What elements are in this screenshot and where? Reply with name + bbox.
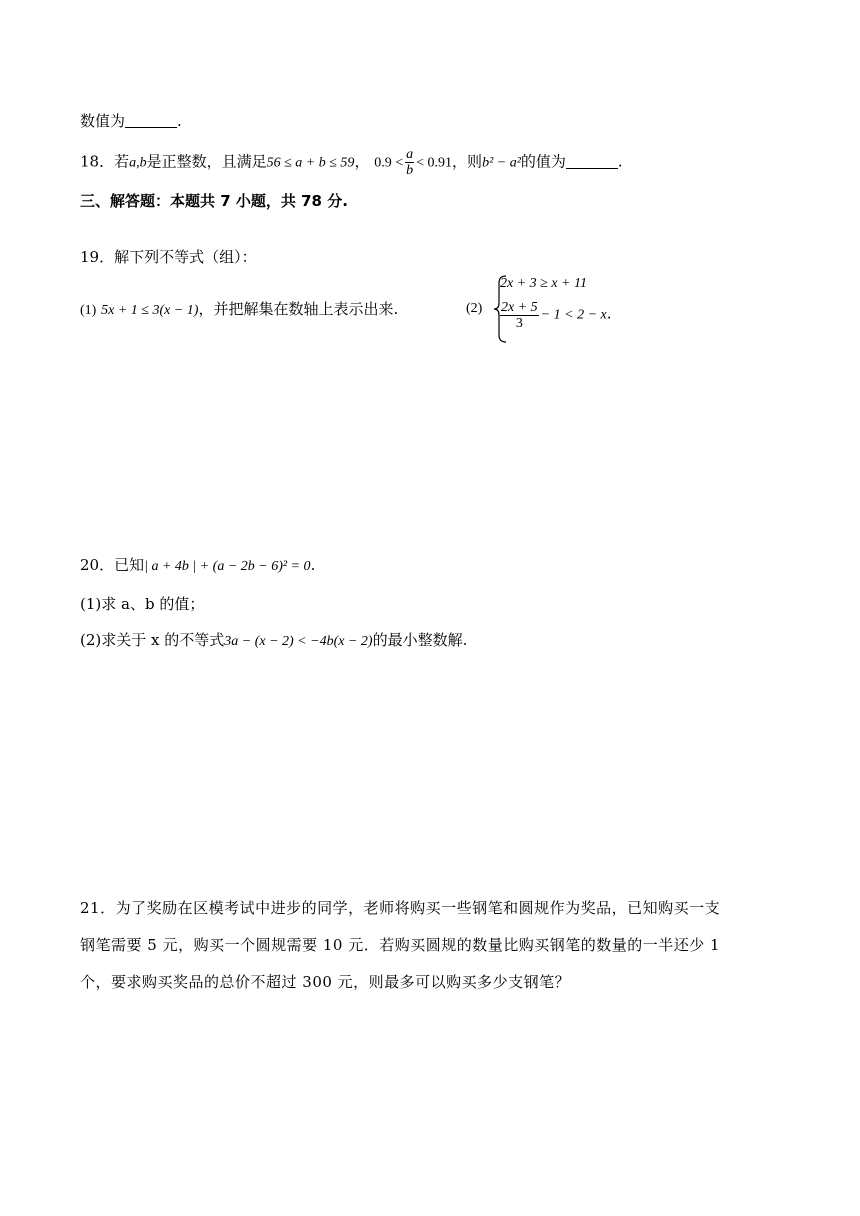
q18-tail: 的值为 bbox=[520, 152, 566, 171]
q19-part1-inequality: 5x + 1 ≤ 3(x − 1) bbox=[101, 303, 199, 318]
q19-part1 bbox=[80, 298, 398, 322]
fraction-denominator: b bbox=[406, 163, 414, 178]
answer-blank bbox=[566, 154, 618, 169]
q21-line-1: 21．为了奖励在区模考试中进步的同学，老师将购买一些钢笔和圆规作为奖品，已知购买一支 bbox=[80, 899, 721, 917]
fraction-numerator: a bbox=[406, 147, 414, 162]
q18-inequality-2-right: < 0.91 bbox=[416, 155, 453, 171]
q21-line-3: 个，要求购买奖品的总价不超过 300 元，则最多可以购买多少支钢笔？ bbox=[80, 973, 571, 991]
period: . bbox=[606, 304, 612, 323]
q19-system-row-2-rest: − 1 < 2 − x bbox=[540, 307, 607, 323]
fraction-denominator: 3 bbox=[500, 315, 539, 331]
question-21 bbox=[80, 890, 780, 1001]
period: . bbox=[617, 152, 623, 171]
separator: ， bbox=[354, 152, 370, 171]
q19-title: 19．解下列不等式（组）： bbox=[80, 248, 257, 266]
period: . bbox=[177, 112, 182, 130]
q18-inequality-1: 56 ≤ a + b ≤ 59 bbox=[266, 155, 355, 171]
q21-line-2: 钢笔需要 5 元，购买一个圆规需要 10 元．若购买圆规的数量比购买钢笔的数量的一半还少 1 bbox=[80, 936, 721, 954]
q20-part1: (1)求 a、b 的值； bbox=[80, 595, 205, 613]
question-18 bbox=[80, 147, 623, 178]
q18-vars: a,b bbox=[129, 155, 147, 171]
q20-part2-prefix: (2)求关于 x 的不等式 bbox=[80, 631, 225, 649]
q17-answer-line bbox=[80, 110, 182, 132]
answer-blank bbox=[125, 113, 177, 128]
section-heading: 三、解答题：本题共 7 小题，共 78 分. bbox=[80, 192, 348, 210]
q18-text-2: ，则 bbox=[452, 152, 483, 171]
q17-text: 数值为 bbox=[80, 112, 126, 130]
q18-inequality-2-left: 0.9 < bbox=[374, 155, 404, 171]
q19-system-row-1: 2x + 3 ≥ x + 11 bbox=[500, 276, 587, 291]
q18-expression: b² − a² bbox=[482, 155, 521, 171]
q19-system-row-2 bbox=[500, 300, 612, 331]
q18-text: 是正整数，且满足 bbox=[146, 152, 267, 171]
q20-title bbox=[80, 554, 315, 578]
fraction-a-over-b bbox=[405, 147, 414, 178]
q20-part2-inequality: 3a − (x − 2) < −4b(x − 2) bbox=[224, 634, 373, 649]
part-label: (1) bbox=[80, 303, 97, 318]
q20-condition: | a + 4b | + (a − 2b − 6)² = 0 bbox=[144, 559, 311, 574]
period: . bbox=[310, 556, 316, 574]
q20-part2-suffix: 的最小整数解. bbox=[372, 631, 468, 649]
q20-prefix: 20．已知 bbox=[80, 556, 145, 574]
fraction-2x-plus-5-over-3 bbox=[500, 300, 539, 331]
q19-part1-text: ，并把解集在数轴上表示出来. bbox=[198, 300, 399, 318]
q20-part2 bbox=[80, 629, 467, 653]
fraction-numerator: 2x + 5 bbox=[501, 300, 538, 315]
q18-number: 18．若 bbox=[80, 152, 130, 171]
q19-part2-label: (2) bbox=[466, 301, 483, 316]
